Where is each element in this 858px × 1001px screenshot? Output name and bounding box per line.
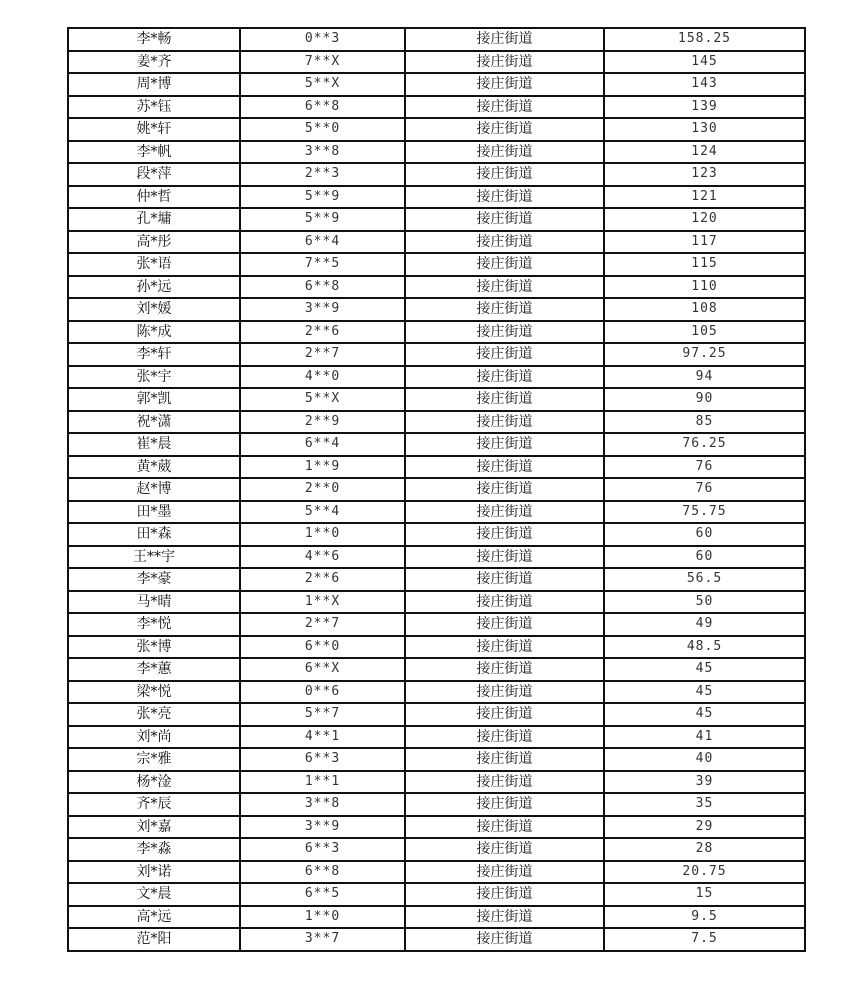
- cell-id: 0**3: [240, 28, 405, 51]
- cell-score: 9.5: [604, 906, 805, 929]
- cell-score: 110: [604, 276, 805, 299]
- cell-street: 接庄街道: [405, 658, 604, 681]
- table-row: [68, 523, 805, 546]
- cell-street: 接庄街道: [405, 433, 604, 456]
- cell-name: 赵*博: [68, 478, 240, 501]
- cell-name: 张*亮: [68, 703, 240, 726]
- cell-street: 接庄街道: [405, 118, 604, 141]
- cell-id: 4**1: [240, 726, 405, 749]
- cell-id: 2**6: [240, 568, 405, 591]
- table-row: [68, 928, 805, 951]
- table-row: [68, 343, 805, 366]
- cell-id: 7**X: [240, 51, 405, 74]
- cell-name: 刘*媛: [68, 298, 240, 321]
- cell-name: 王**宇: [68, 546, 240, 569]
- cell-street: 接庄街道: [405, 343, 604, 366]
- cell-score: 108: [604, 298, 805, 321]
- cell-id: 5**4: [240, 501, 405, 524]
- cell-street: 接庄街道: [405, 276, 604, 299]
- cell-id: 1**1: [240, 771, 405, 794]
- cell-name: 李*帆: [68, 141, 240, 164]
- cell-id: 5**9: [240, 208, 405, 231]
- cell-score: 120: [604, 208, 805, 231]
- cell-id: 6**3: [240, 838, 405, 861]
- cell-street: 接庄街道: [405, 186, 604, 209]
- cell-street: 接庄街道: [405, 613, 604, 636]
- cell-id: 3**7: [240, 928, 405, 951]
- table-row: [68, 321, 805, 344]
- cell-id: 6**5: [240, 883, 405, 906]
- cell-id: 6**X: [240, 658, 405, 681]
- table-row: [68, 838, 805, 861]
- cell-score: 90: [604, 388, 805, 411]
- cell-street: 接庄街道: [405, 523, 604, 546]
- cell-score: 45: [604, 681, 805, 704]
- cell-name: 崔*晨: [68, 433, 240, 456]
- cell-street: 接庄街道: [405, 838, 604, 861]
- cell-score: 48.5: [604, 636, 805, 659]
- cell-score: 105: [604, 321, 805, 344]
- cell-name: 黄*葳: [68, 456, 240, 479]
- table-row: [68, 208, 805, 231]
- cell-name: 齐*辰: [68, 793, 240, 816]
- table-row: [68, 501, 805, 524]
- table-row: [68, 861, 805, 884]
- cell-id: 4**0: [240, 366, 405, 389]
- cell-street: 接庄街道: [405, 141, 604, 164]
- cell-id: 1**0: [240, 906, 405, 929]
- cell-name: 姜*齐: [68, 51, 240, 74]
- cell-score: 41: [604, 726, 805, 749]
- cell-score: 15: [604, 883, 805, 906]
- table-row: [68, 681, 805, 704]
- table-row: [68, 253, 805, 276]
- cell-score: 60: [604, 523, 805, 546]
- cell-id: 2**6: [240, 321, 405, 344]
- cell-id: 2**3: [240, 163, 405, 186]
- score-table: [67, 27, 806, 952]
- cell-street: 接庄街道: [405, 28, 604, 51]
- table-row: [68, 51, 805, 74]
- cell-street: 接庄街道: [405, 771, 604, 794]
- cell-name: 高*彤: [68, 231, 240, 254]
- cell-name: 范*阳: [68, 928, 240, 951]
- cell-street: 接庄街道: [405, 321, 604, 344]
- cell-street: 接庄街道: [405, 726, 604, 749]
- cell-score: 121: [604, 186, 805, 209]
- cell-street: 接庄街道: [405, 411, 604, 434]
- cell-name: 段*萍: [68, 163, 240, 186]
- table-row: [68, 231, 805, 254]
- cell-id: 6**4: [240, 231, 405, 254]
- table-row: [68, 478, 805, 501]
- table-row: [68, 703, 805, 726]
- cell-score: 45: [604, 703, 805, 726]
- table-row: [68, 276, 805, 299]
- cell-score: 117: [604, 231, 805, 254]
- cell-id: 3**9: [240, 298, 405, 321]
- cell-street: 接庄街道: [405, 51, 604, 74]
- cell-score: 75.75: [604, 501, 805, 524]
- cell-id: 1**9: [240, 456, 405, 479]
- cell-score: 76: [604, 478, 805, 501]
- cell-name: 陈*成: [68, 321, 240, 344]
- cell-name: 宗*雅: [68, 748, 240, 771]
- cell-id: 6**8: [240, 276, 405, 299]
- cell-name: 孔*墉: [68, 208, 240, 231]
- cell-street: 接庄街道: [405, 388, 604, 411]
- cell-street: 接庄街道: [405, 793, 604, 816]
- cell-street: 接庄街道: [405, 928, 604, 951]
- cell-score: 97.25: [604, 343, 805, 366]
- score-table-container: [67, 27, 798, 952]
- cell-id: 2**9: [240, 411, 405, 434]
- cell-name: 周*博: [68, 73, 240, 96]
- cell-score: 85: [604, 411, 805, 434]
- cell-score: 7.5: [604, 928, 805, 951]
- cell-street: 接庄街道: [405, 456, 604, 479]
- cell-name: 张*博: [68, 636, 240, 659]
- cell-street: 接庄街道: [405, 546, 604, 569]
- table-row: [68, 118, 805, 141]
- cell-street: 接庄街道: [405, 163, 604, 186]
- table-row: [68, 658, 805, 681]
- cell-street: 接庄街道: [405, 703, 604, 726]
- cell-name: 梁*悦: [68, 681, 240, 704]
- cell-street: 接庄街道: [405, 298, 604, 321]
- table-row: [68, 726, 805, 749]
- cell-street: 接庄街道: [405, 568, 604, 591]
- cell-id: 6**3: [240, 748, 405, 771]
- cell-name: 姚*轩: [68, 118, 240, 141]
- cell-score: 124: [604, 141, 805, 164]
- cell-street: 接庄街道: [405, 231, 604, 254]
- cell-name: 马*晴: [68, 591, 240, 614]
- cell-score: 56.5: [604, 568, 805, 591]
- table-row: [68, 73, 805, 96]
- cell-name: 仲*哲: [68, 186, 240, 209]
- cell-id: 3**8: [240, 793, 405, 816]
- cell-street: 接庄街道: [405, 96, 604, 119]
- cell-name: 高*远: [68, 906, 240, 929]
- table-row: [68, 771, 805, 794]
- cell-score: 35: [604, 793, 805, 816]
- table-row: [68, 141, 805, 164]
- cell-name: 文*晨: [68, 883, 240, 906]
- cell-id: 5**0: [240, 118, 405, 141]
- cell-name: 孙*远: [68, 276, 240, 299]
- table-row: [68, 546, 805, 569]
- cell-score: 145: [604, 51, 805, 74]
- table-row: [68, 591, 805, 614]
- table-body: [68, 28, 805, 951]
- cell-score: 76.25: [604, 433, 805, 456]
- table-row: [68, 186, 805, 209]
- cell-id: 6**4: [240, 433, 405, 456]
- cell-score: 94: [604, 366, 805, 389]
- cell-score: 50: [604, 591, 805, 614]
- cell-street: 接庄街道: [405, 253, 604, 276]
- cell-street: 接庄街道: [405, 816, 604, 839]
- cell-name: 李*蕙: [68, 658, 240, 681]
- cell-id: 5**7: [240, 703, 405, 726]
- table-row: [68, 298, 805, 321]
- cell-name: 刘*嘉: [68, 816, 240, 839]
- cell-name: 祝*潇: [68, 411, 240, 434]
- cell-name: 李*轩: [68, 343, 240, 366]
- cell-score: 39: [604, 771, 805, 794]
- cell-name: 李*悦: [68, 613, 240, 636]
- cell-name: 郭*凯: [68, 388, 240, 411]
- cell-score: 76: [604, 456, 805, 479]
- cell-street: 接庄街道: [405, 636, 604, 659]
- cell-name: 田*森: [68, 523, 240, 546]
- cell-score: 29: [604, 816, 805, 839]
- cell-id: 3**8: [240, 141, 405, 164]
- cell-score: 123: [604, 163, 805, 186]
- cell-name: 刘*尚: [68, 726, 240, 749]
- cell-name: 张*语: [68, 253, 240, 276]
- table-row: [68, 906, 805, 929]
- table-row: [68, 28, 805, 51]
- cell-id: 0**6: [240, 681, 405, 704]
- cell-score: 20.75: [604, 861, 805, 884]
- cell-name: 李*淼: [68, 838, 240, 861]
- cell-street: 接庄街道: [405, 501, 604, 524]
- cell-score: 130: [604, 118, 805, 141]
- cell-name: 杨*淦: [68, 771, 240, 794]
- cell-street: 接庄街道: [405, 883, 604, 906]
- cell-street: 接庄街道: [405, 748, 604, 771]
- cell-id: 6**8: [240, 96, 405, 119]
- cell-score: 45: [604, 658, 805, 681]
- table-row: [68, 816, 805, 839]
- cell-score: 158.25: [604, 28, 805, 51]
- table-row: [68, 613, 805, 636]
- cell-street: 接庄街道: [405, 591, 604, 614]
- cell-id: 2**0: [240, 478, 405, 501]
- table-row: [68, 568, 805, 591]
- cell-score: 40: [604, 748, 805, 771]
- cell-id: 3**9: [240, 816, 405, 839]
- cell-id: 1**X: [240, 591, 405, 614]
- table-row: [68, 793, 805, 816]
- cell-score: 60: [604, 546, 805, 569]
- cell-street: 接庄街道: [405, 73, 604, 96]
- cell-name: 李*豪: [68, 568, 240, 591]
- table-row: [68, 163, 805, 186]
- cell-id: 2**7: [240, 613, 405, 636]
- cell-id: 1**0: [240, 523, 405, 546]
- cell-id: 5**9: [240, 186, 405, 209]
- cell-score: 143: [604, 73, 805, 96]
- cell-name: 李*畅: [68, 28, 240, 51]
- cell-score: 28: [604, 838, 805, 861]
- cell-street: 接庄街道: [405, 208, 604, 231]
- cell-name: 张*宇: [68, 366, 240, 389]
- cell-street: 接庄街道: [405, 478, 604, 501]
- cell-street: 接庄街道: [405, 861, 604, 884]
- table-row: [68, 883, 805, 906]
- cell-id: 4**6: [240, 546, 405, 569]
- cell-name: 田*墨: [68, 501, 240, 524]
- table-row: [68, 388, 805, 411]
- table-row: [68, 366, 805, 389]
- cell-name: 苏*钰: [68, 96, 240, 119]
- cell-score: 115: [604, 253, 805, 276]
- table-row: [68, 748, 805, 771]
- cell-id: 5**X: [240, 388, 405, 411]
- table-row: [68, 456, 805, 479]
- table-row: [68, 636, 805, 659]
- cell-score: 139: [604, 96, 805, 119]
- cell-id: 6**0: [240, 636, 405, 659]
- cell-id: 5**X: [240, 73, 405, 96]
- table-row: [68, 411, 805, 434]
- cell-id: 7**5: [240, 253, 405, 276]
- table-row: [68, 433, 805, 456]
- cell-id: 6**8: [240, 861, 405, 884]
- cell-street: 接庄街道: [405, 681, 604, 704]
- cell-street: 接庄街道: [405, 366, 604, 389]
- cell-name: 刘*诺: [68, 861, 240, 884]
- cell-street: 接庄街道: [405, 906, 604, 929]
- table-row: [68, 96, 805, 119]
- cell-score: 49: [604, 613, 805, 636]
- cell-id: 2**7: [240, 343, 405, 366]
